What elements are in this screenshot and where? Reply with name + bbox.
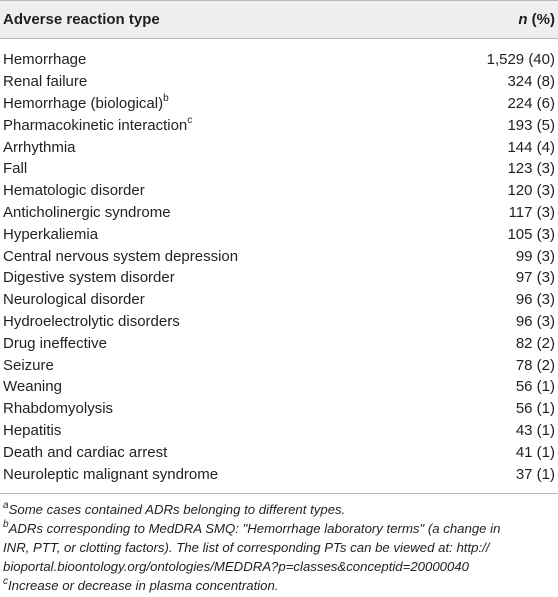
table-row [0,158,558,180]
reaction-count: 117 (3) [508,203,555,221]
table-row [0,376,558,398]
footnote-link[interactable]: bioportal.bioontology.org/ontologies/MEDDRA?p=classes&conceptid=20000040 [3,558,470,574]
reaction-type: Arrhythmia [3,138,76,156]
table-row [0,311,558,333]
table-row [0,223,558,245]
reaction-type: Fall [3,160,28,178]
table-row [0,289,558,311]
reaction-type: Anticholinergic syndrome [3,203,171,221]
table-row [0,420,558,442]
reaction-count: 105 (3) [507,225,555,243]
reaction-count: 1,529 (40) [486,51,555,69]
reaction-type: Drug ineffective [3,334,107,352]
reaction-type: Digestive system disorder [3,269,175,287]
table-row [0,398,558,420]
table-footnotes [0,494,558,595]
reaction-type: Neuroleptic malignant syndrome [3,465,219,483]
reaction-type: Hydroelectrolytic disorders [3,312,180,330]
reaction-count: 97 (3) [515,269,555,287]
table-row [0,354,558,376]
reaction-type: Weaning [3,378,62,396]
header-n-percent [518,11,555,28]
footnote-text: Increase or decrease in plasma concentration. [8,577,279,593]
reaction-count: 37 (1) [515,465,555,483]
footnote-marker: b [163,92,169,104]
reaction-type: Neurological disorder [3,291,145,309]
reaction-count: 41 (1) [515,443,555,461]
table-row [0,180,558,202]
table-row [0,114,558,136]
reaction-count: 56 (1) [515,400,555,418]
footnote-text: INR, PTT, or clotting factors). The list of corresponding PTs can be viewed at: http:// [3,539,490,555]
reaction-count: 224 (6) [507,94,555,112]
table-row [0,245,558,267]
footnote-b [3,519,555,576]
reaction-type: Central nervous system depression [3,247,239,265]
reaction-type: Rhabdomyolysis [3,400,114,418]
reaction-type: Hyperkaliemia [3,225,99,243]
table-row [0,136,558,158]
reaction-count: 56 (1) [515,378,555,396]
footnote-c [3,576,555,595]
footnote-a [3,500,555,519]
footnote-mark: b [3,518,9,530]
reaction-count: 144 (4) [507,138,555,156]
reaction-type: Hemorrhage (biological) [3,94,164,112]
header-reaction-type: Adverse reaction type [3,11,160,28]
table-row [0,441,558,463]
footnote-mark: c [3,575,8,587]
reaction-type: Renal failure [3,73,88,91]
table-row [0,332,558,354]
reaction-type: Hepatitis [3,421,62,439]
table-row [0,463,558,485]
header-percent: (%) [527,11,555,28]
reaction-type: Hematologic disorder [3,182,145,200]
footnote-mark: a [3,499,9,511]
table-row [0,267,558,289]
reaction-type: Death and cardiac arrest [3,443,168,461]
footnote-text: ADRs corresponding to MedDRA SMQ: "Hemorrhage laboratory terms" (a change in [8,520,501,536]
reaction-count: 123 (3) [507,160,555,178]
reaction-type: Seizure [3,356,54,374]
table-header [0,0,558,39]
reaction-count: 82 (2) [515,334,555,352]
reaction-count: 43 (1) [515,421,555,439]
reaction-count: 78 (2) [515,356,555,374]
reaction-type: Pharmacokinetic interaction [3,116,188,134]
reaction-type: Hemorrhage [3,51,87,69]
reaction-count: 324 (8) [507,73,555,91]
footnote-text: Some cases contained ADRs belonging to different types. [8,501,346,517]
reaction-count: 120 (3) [507,182,555,200]
table-row [0,49,558,71]
table-row [0,71,558,93]
reaction-count: 96 (3) [515,312,555,330]
footnote-marker: c [187,114,193,126]
reaction-count: 99 (3) [515,247,555,265]
table-body [0,39,558,485]
header-n: n [518,11,528,28]
table-row [0,202,558,224]
table-row [0,93,558,115]
reaction-count: 96 (3) [515,291,555,309]
reaction-count: 193 (5) [507,116,555,134]
